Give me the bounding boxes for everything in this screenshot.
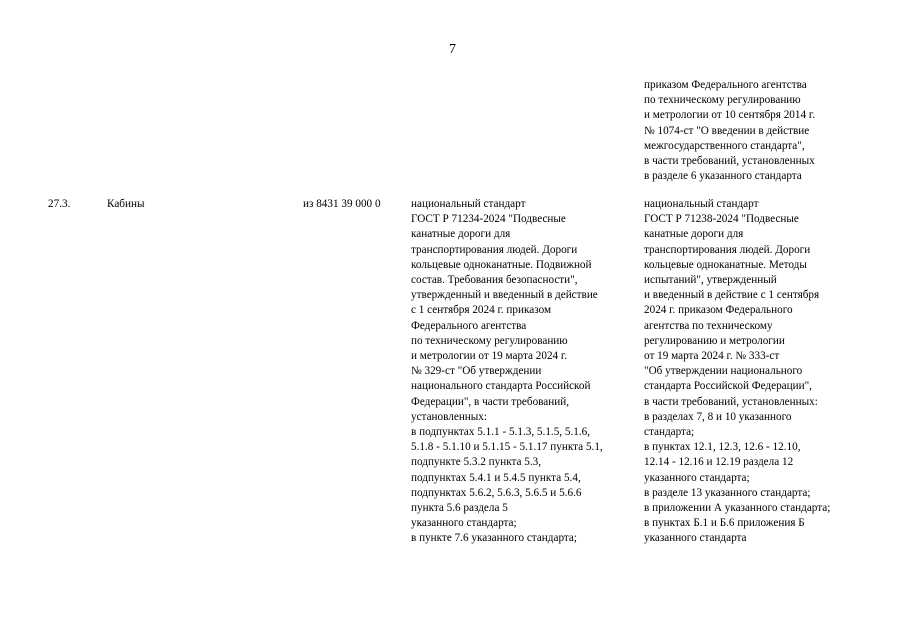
text-line: приказом Федерального агентства xyxy=(644,79,807,91)
text-line: в пунктах 12.1, 12.3, 12.6 - 12.10, xyxy=(644,441,801,454)
text-line: и введенный в действие с 1 сентября xyxy=(644,289,820,302)
text-line: и метрологии от 10 сентября 2014 г. xyxy=(644,109,816,122)
text-line: 5.1.8 - 5.1.10 и 5.1.15 - 5.1.17 пункта 5.1, xyxy=(411,441,603,454)
page-number: 7 xyxy=(449,42,456,57)
text-line: Федерального агентства xyxy=(411,319,527,332)
tnved-code: из 8431 39 000 0 xyxy=(303,198,381,210)
text-line: пункта 5.6 раздела 5 xyxy=(411,502,508,515)
text-line: указанного стандарта xyxy=(644,532,747,545)
text-line: кольцевые одноканатные. Методы xyxy=(644,258,807,271)
text-line: указанного стандарта; xyxy=(644,471,750,484)
text-line: транспортирования людей. Дороги xyxy=(411,243,578,256)
text-line: канатные дороги для xyxy=(644,228,744,241)
text-line: канатные дороги для xyxy=(411,228,511,241)
text-line: кольцевые одноканатные. Подвижной xyxy=(411,258,592,271)
text-line: № 329-ст "Об утверждении xyxy=(411,365,542,378)
text-line: Федерации", в части требований, xyxy=(411,395,570,408)
text-line: с 1 сентября 2024 г. приказом xyxy=(411,304,552,317)
text-line: регулированию и метрологии xyxy=(644,334,785,347)
text-line: от 19 марта 2024 г. № 333-ст xyxy=(644,350,780,363)
text-line: "Об утверждении национального xyxy=(644,365,803,378)
text-line: в части требований, установленных: xyxy=(644,395,818,408)
text-line: транспортирования людей. Дороги xyxy=(644,243,811,256)
text-line: стандарта Российской Федерации", xyxy=(644,380,812,393)
text-line: подпункте 5.3.2 пункта 5.3, xyxy=(411,456,542,469)
product-name: Кабины xyxy=(107,198,145,210)
text-line: в разделе 6 указанного стандарта xyxy=(644,170,802,183)
text-line: по техническому регулированию xyxy=(411,334,568,347)
test-methods-standard-text xyxy=(644,197,830,547)
text-line: ГОСТ Р 71234-2024 "Подвесные xyxy=(411,213,566,226)
safety-standard-text xyxy=(411,197,603,547)
text-line: в приложении А указанного стандарта; xyxy=(644,502,831,515)
text-line: 12.14 - 12.16 и 12.19 раздела 12 xyxy=(644,456,794,469)
text-line: национальный стандарт xyxy=(411,198,526,210)
text-line: в подпунктах 5.1.1 - 5.1.3, 5.1.5, 5.1.6, xyxy=(411,426,591,439)
text-line: ГОСТ Р 71238-2024 "Подвесные xyxy=(644,213,799,226)
text-line: национальный стандарт xyxy=(644,198,759,210)
text-line: 2024 г. приказом Федерального xyxy=(644,304,793,317)
row-number: 27.3. xyxy=(48,198,71,210)
text-line: в пунктах Б.1 и Б.6 приложения Б xyxy=(644,517,805,530)
text-line: национального стандарта Российской xyxy=(411,380,591,393)
text-line: в части требований, установленных xyxy=(644,155,815,168)
text-line: стандарта; xyxy=(644,426,695,439)
text-line: в пункте 7.6 указанного стандарта; xyxy=(411,532,577,545)
text-line: указанного стандарта; xyxy=(411,517,517,530)
text-line: утвержденный и введенный в действие xyxy=(411,289,598,302)
continuation-text xyxy=(644,78,815,184)
text-line: № 1074-ст "О введении в действие xyxy=(644,124,810,137)
text-line: в разделах 7, 8 и 10 указанного xyxy=(644,410,792,423)
text-line: установленных: xyxy=(411,410,488,423)
text-line: испытаний", утвержденный xyxy=(644,274,777,287)
text-line: и метрологии от 19 марта 2024 г. xyxy=(411,350,568,363)
text-line: межгосударственного стандарта", xyxy=(644,139,805,152)
text-line: в разделе 13 указанного стандарта; xyxy=(644,486,811,499)
text-line: подпунктах 5.4.1 и 5.4.5 пункта 5.4, xyxy=(411,471,581,484)
text-line: по техническому регулированию xyxy=(644,94,801,107)
text-line: состав. Требования безопасности", xyxy=(411,274,578,287)
text-line: подпунктах 5.6.2, 5.6.3, 5.6.5 и 5.6.6 xyxy=(411,486,582,499)
text-line: агентства по техническому xyxy=(644,319,773,332)
